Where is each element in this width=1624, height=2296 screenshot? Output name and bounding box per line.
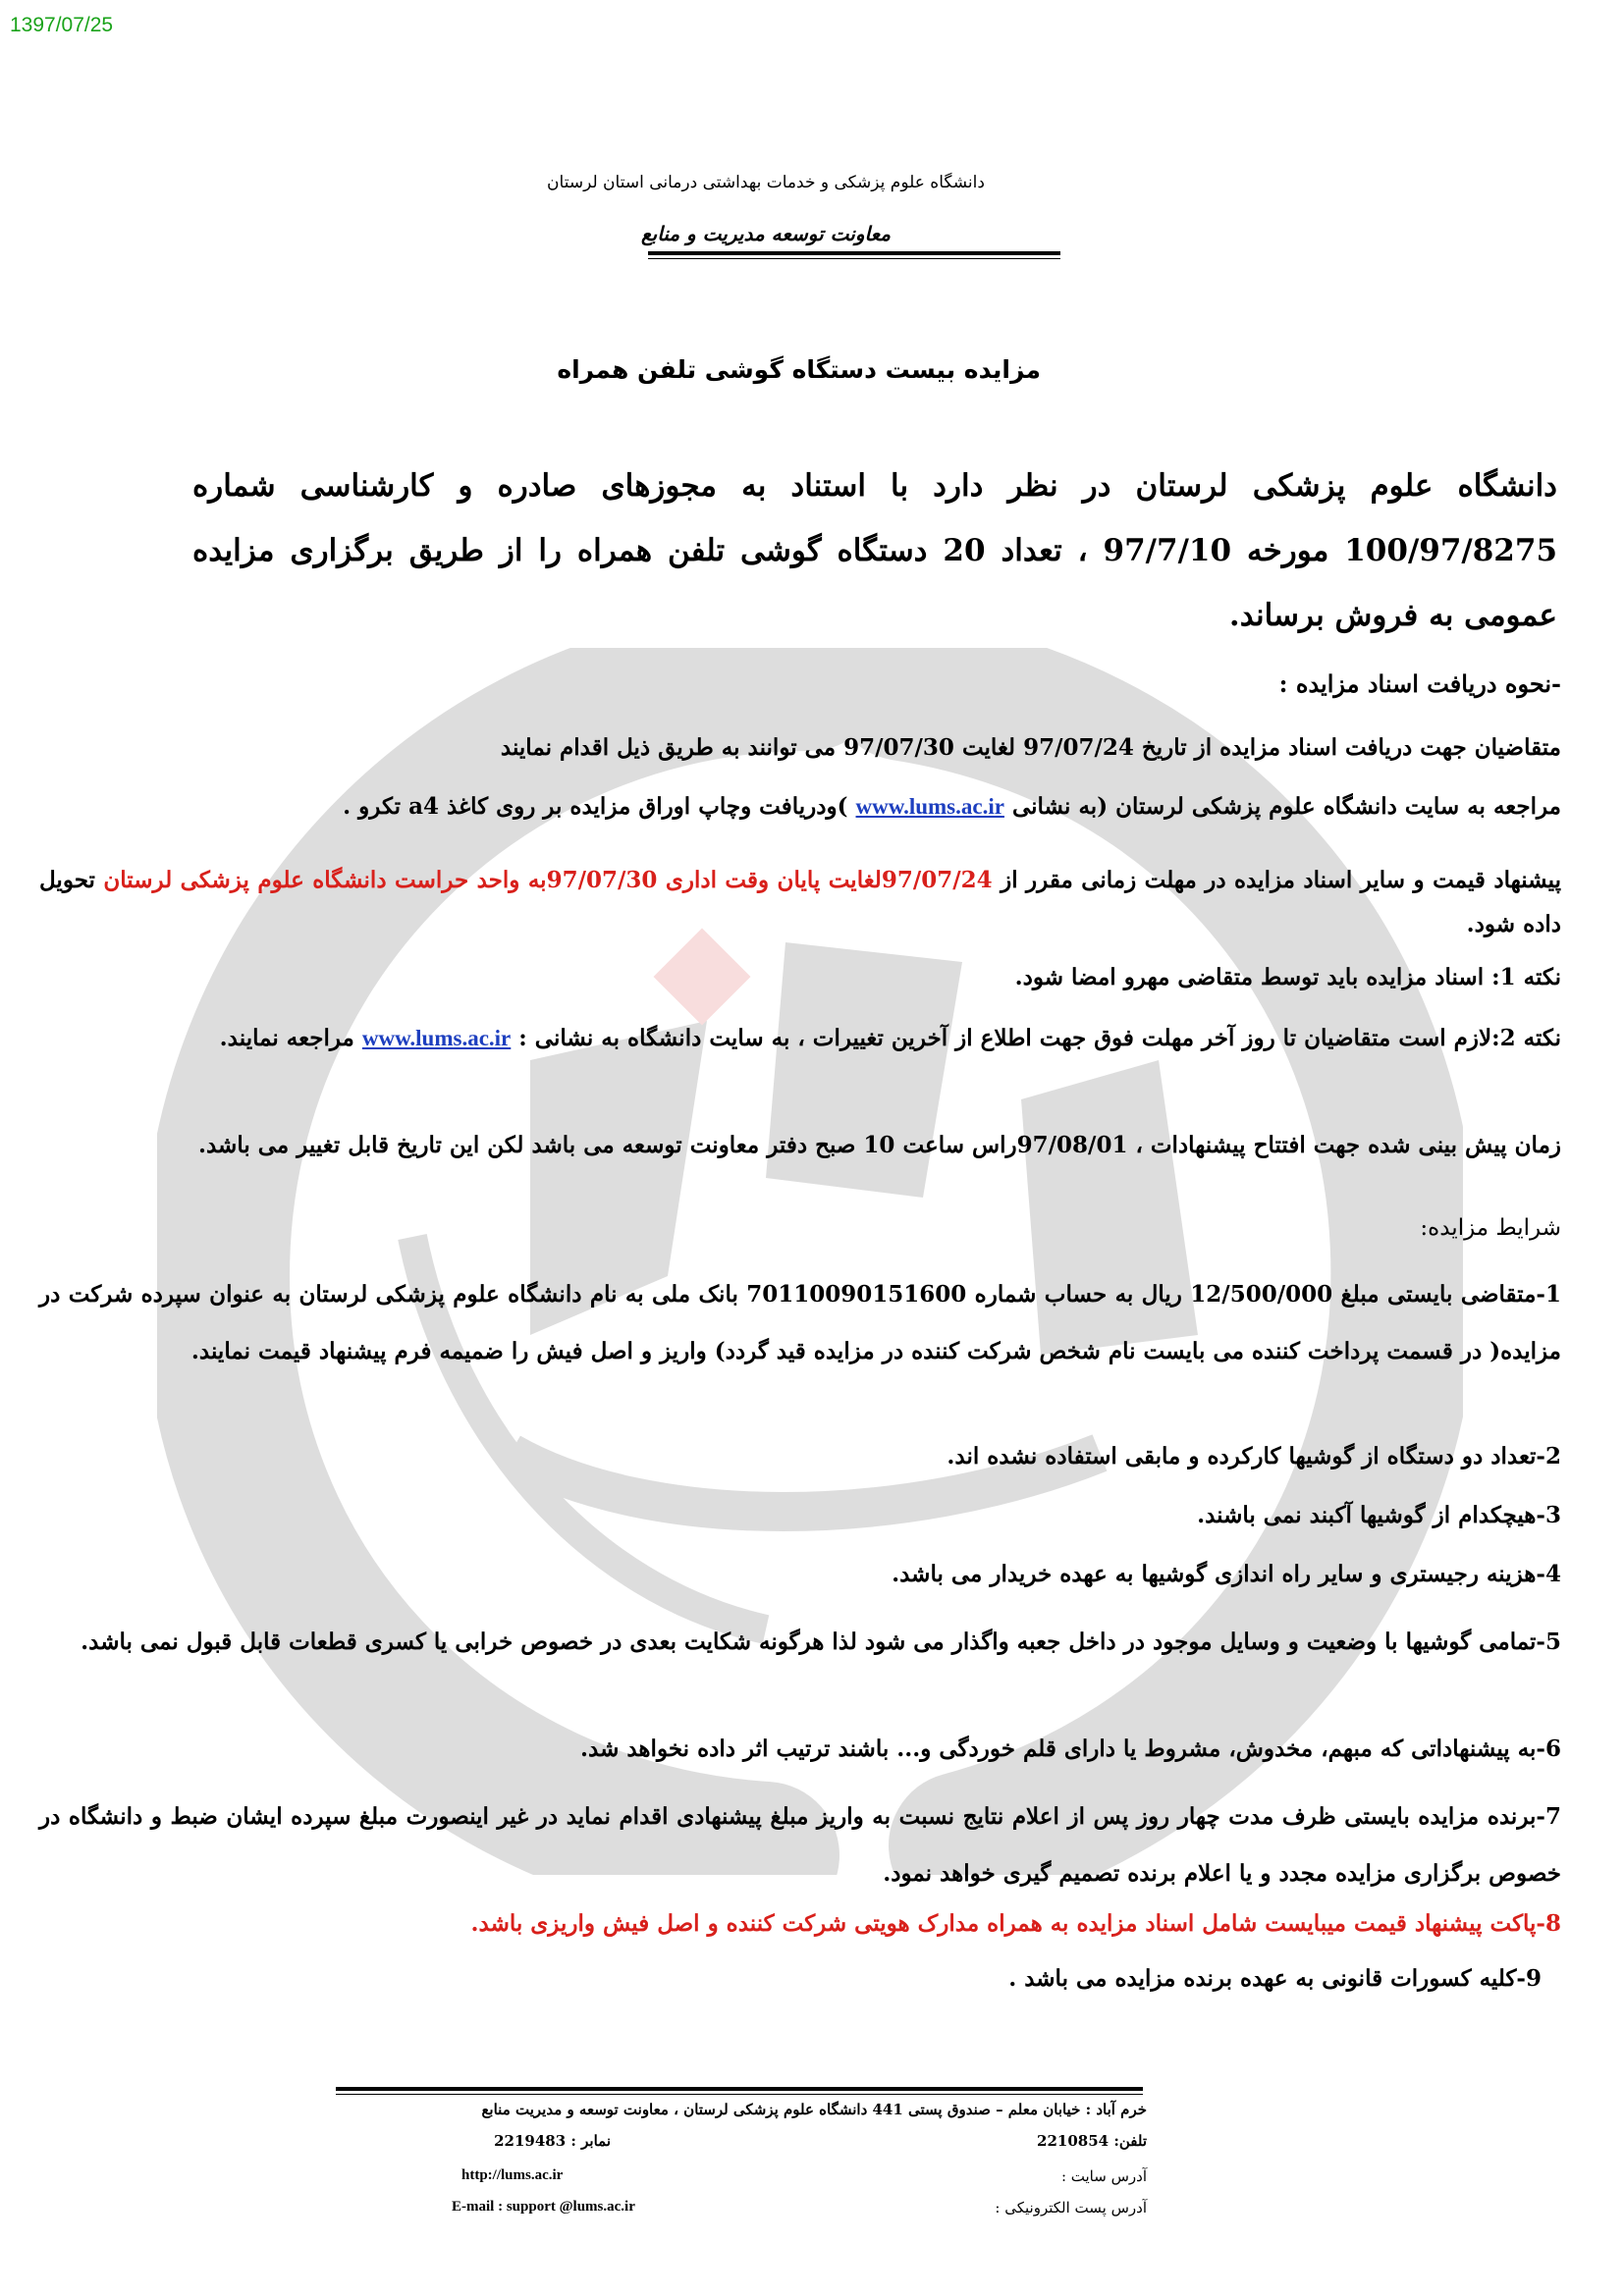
conditions-title: شرایط مزایده: (1420, 1215, 1561, 1241)
footer-phone: تلفن: 2210854 (1037, 2132, 1147, 2150)
note-2: نکته 2:لازم است متقاضیان تا روز آخر مهلت فوق جهت اطلاع از آخرین تغییرات ، به سایت دانشگاه به نشانی : www.lums.ac.ir مراجعه نمایند. (219, 1025, 1561, 1051)
footer-fax: نمابر : 2219483 (494, 2132, 611, 2150)
condition-item: 2-تعداد دو دستگاه از گوشیها کارکرده و مابقی استفاده نشده اند. (947, 1443, 1561, 1469)
footer-email-label: آدرس پست الکترونیکی : (995, 2199, 1147, 2216)
footer-divider-thin (336, 2094, 1143, 2095)
website-link[interactable]: www.lums.ac.ir (855, 794, 1004, 819)
condition-item: 1-متقاضی بایستی مبلغ 12/500/000 ریال به حساب شماره 0110090151600‏7 بانک ملی به نام دانشگاه علوم پزشکی لرستان به عنوان سپرده شرکت در مزایده( در قسمت پرداخت کننده می بایست نام شخص شرکت کننده در مزایده قید گردد) واریز و اصل فیش را ضمیمه فرم پیشنهاد قیمت نمایند. (39, 1281, 1561, 1364)
header-divider (648, 251, 1060, 255)
condition-item: 6-به پیشنهاداتی که مبهم، مخدوش، مشروط یا دارای قلم خوردگی و... باشند ترتیب اثر داده نخواهد شد. (580, 1735, 1561, 1762)
bid-submission-paragraph: پیشنهاد قیمت و سایر اسناد مزایده در مهلت زمانی مقرر از 97/07/24لغایت پایان وقت اداری 97/07/30به واحد حراست دانشگاه علوم پزشکی لرستان تحویل داده شود. (39, 867, 1561, 937)
date-stamp: 1397/07/25 (10, 14, 114, 36)
footer-address: خرم آباد : خیابان معلم – صندوق پستی 441 دانشگاه علوم پزشکی لرستان ، معاونت توسعه و مدیریت منابع (481, 2101, 1147, 2118)
department-header: معاونت توسعه مدیریت و منابع (641, 222, 891, 245)
header-divider-thin (648, 258, 1060, 259)
condition-item: 7-برنده مزایده بایستی ظرف مدت چهار روز پس از اعلام نتایج نسبت به واریز مبلغ پیشنهادی اقدام نماید در غیر اینصورت مبلغ سپرده ایشان ضبط و دانشگاه در خصوص برگزاری مزایده مجدد و یا اعلام برنده تصمیم گیری خواهد نمود. (39, 1803, 1561, 1887)
document-title: مزایده بیست دستگاه گوشی تلفن همراه (557, 355, 1041, 384)
bid-deadline-highlight: 97/07/24لغایت پایان وقت اداری 97/07/30به واحد حراست دانشگاه علوم پزشکی لرستان (103, 867, 993, 893)
condition-item: 4-هزینه رجیستری و سایر راه اندازی گوشیها به عهده خریدار می باشد. (892, 1561, 1561, 1587)
footer-site-link[interactable]: http://lums.ac.ir (461, 2167, 564, 2183)
website-link-note[interactable]: www.lums.ac.ir (361, 1026, 512, 1050)
footer-divider (336, 2087, 1143, 2091)
section-title-receive-docs: -نحوه دریافت اسناد مزایده : (1278, 669, 1561, 698)
watermark-logo (157, 648, 1463, 1875)
condition-item: 9-کلیه کسورات قانونی به عهده برنده مزایده می باشد . (1008, 1965, 1542, 1992)
receive-dates-line: متقاضیان جهت دریافت اسناد مزایده از تاریخ 97/07/24 لغایت 97/07/30 می توانند به طریق ذیل اقدام نمایند (500, 734, 1561, 761)
condition-item: 3-هیچکدام از گوشیها آکبند نمی باشند. (1197, 1502, 1561, 1528)
condition-item: 5-تمامی گوشیها با وضعیت و وسایل موجود در داخل جعبه واگذار می شود لذا هرگونه شکایت بعدی در خصوص خرابی یا کسری قطعات قابل قبول نمی باشد. (81, 1629, 1561, 1655)
intro-paragraph: دانشگاه علوم پزشکی لرستان در نظر دارد با استناد به مجوزهای صادره و کارشناسی شماره 100/97/8275 مورخه 97/7/10 ، تعداد 20 دستگاه گوشی تلفن همراه را از طریق برگزاری مزایده عمومی به فروش برساند. (192, 468, 1558, 633)
footer-email-link[interactable]: E-mail : support @lums.ac.ir (452, 2199, 635, 2215)
receive-website-line: مراجعه به سایت دانشگاه علوم پزشکی لرستان (به نشانی www.lums.ac.ir )ودریافت وچاپ اوراق مزایده بر روی کاغذ a4 تکرو . (343, 793, 1561, 820)
opening-time-paragraph: زمان پیش بینی شده جهت افتتاح پیشنهادات ، 97/08/01راس ساعت 10 صبح دفتر معاونت توسعه می باشد لکن این تاریخ قابل تغییر می باشد. (197, 1132, 1561, 1158)
condition-item-highlight: 8-پاکت پیشنهاد قیمت میبایست شامل اسناد مزایده به همراه مدارک هویتی شرکت کننده و اصل فیش واریزی باشد. (470, 1910, 1561, 1937)
note-1: نکته 1: اسناد مزایده باید توسط متقاضی مهرو امضا شود. (1014, 964, 1561, 990)
university-header: دانشگاه علوم پزشکی و خدمات بهداشتی درمانی استان لرستان (547, 173, 985, 192)
footer-site-label: آدرس سایت : (1060, 2167, 1147, 2185)
